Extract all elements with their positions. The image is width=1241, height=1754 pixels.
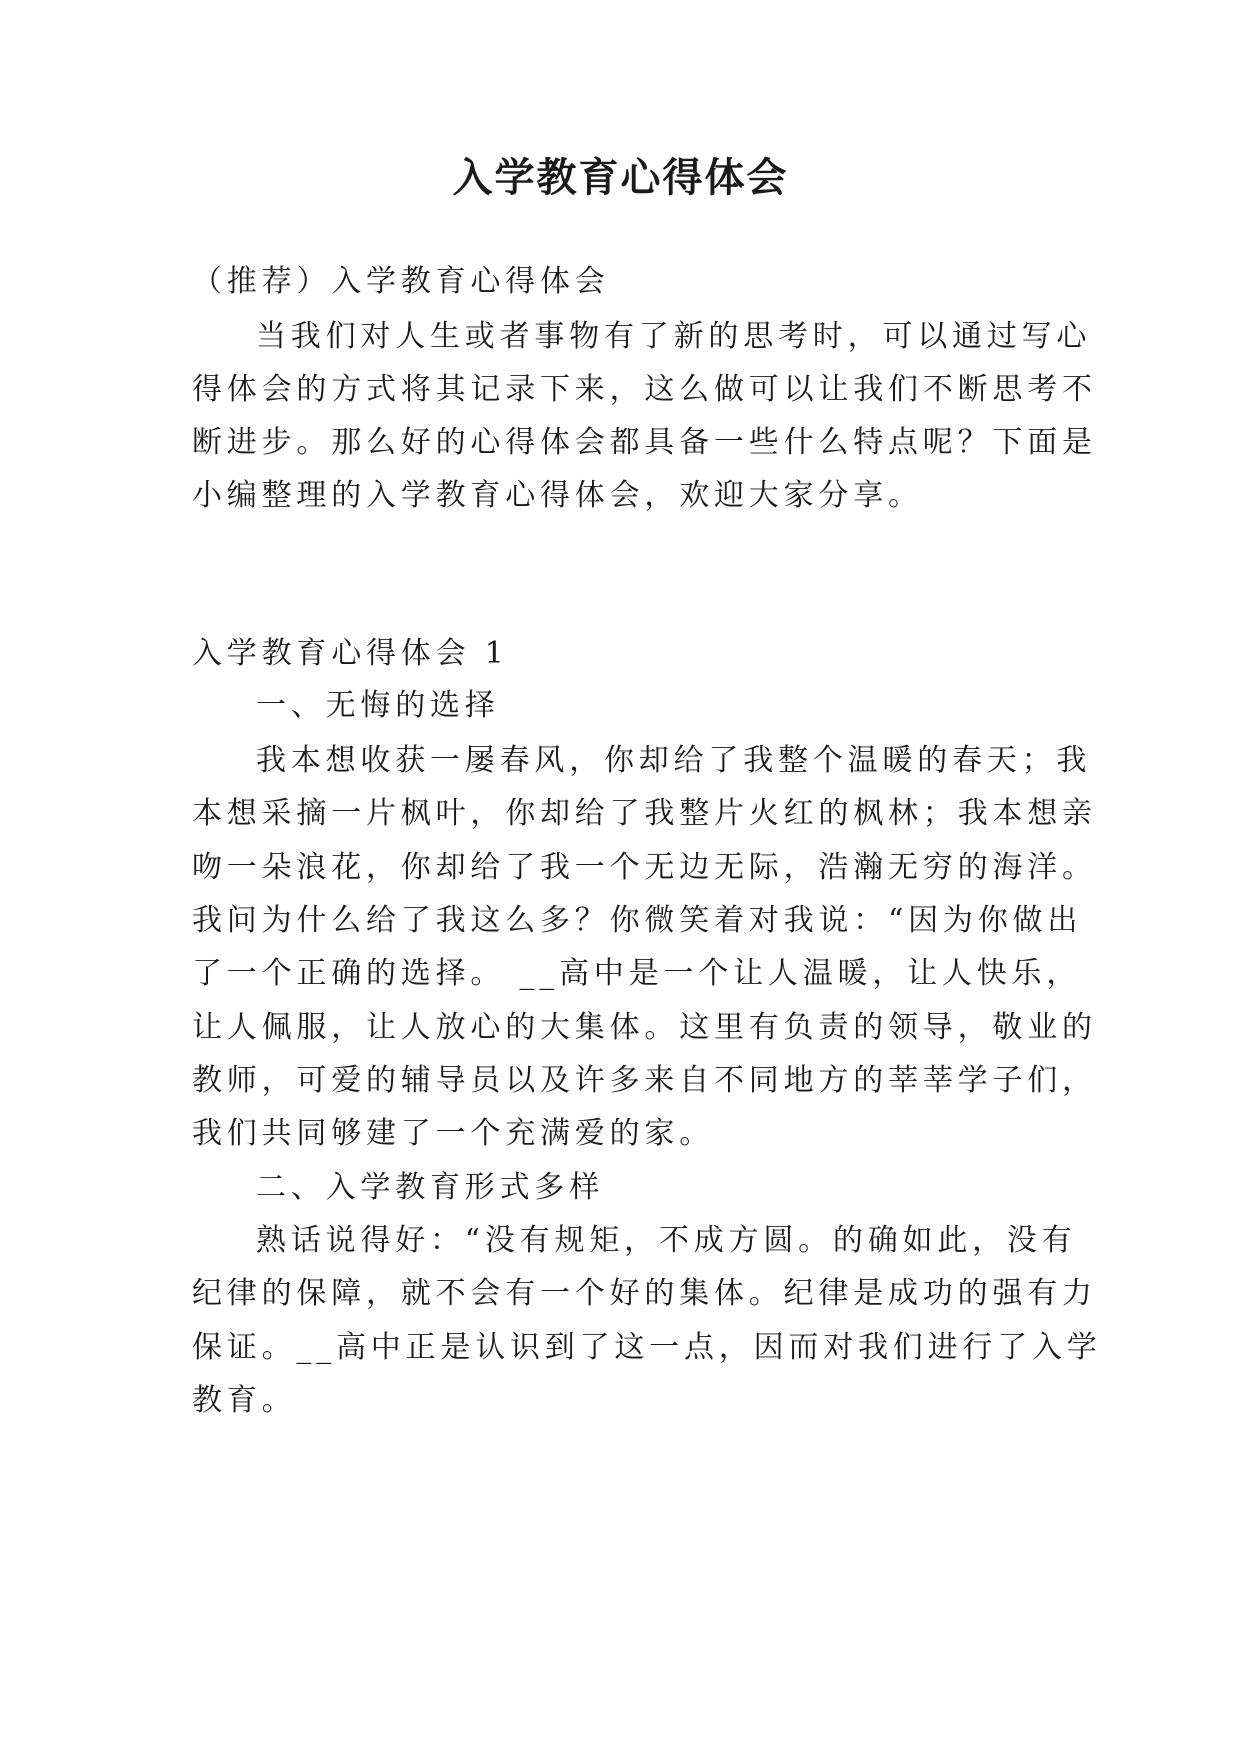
paragraph-1-line-1: 我本想收获一屡春风，你却给了我整个温暖的春天；我 (256, 743, 1092, 778)
paragraph-1-line-2: 本想采摘一片枫叶，你却给了我整片火红的枫林；我本想亲 (192, 796, 1097, 831)
paragraph-1-line-6: 让人佩服，让人放心的大集体。这里有负责的领导，敬业的 (192, 1010, 1097, 1045)
paragraph-2-line-3: 保证。__高中正是认识到了这一点，因而对我们进行了入学 (192, 1330, 1102, 1365)
document-title: 入学教育心得体会 (452, 154, 789, 201)
paragraph-2-line-4: 教育。 (192, 1383, 297, 1418)
intro-line-4: 小编整理的入学教育心得体会，欢迎大家分享。 (192, 478, 923, 513)
paragraph-1-line-4: 我问为什么给了我这么多？你微笑着对我说：“因为你做出 (192, 903, 1083, 938)
intro-line-2: 得体会的方式将其记录下来，这么做可以让我们不断思考不 (192, 372, 1097, 407)
paragraph-2-line-1: 熟话说得好：“没有规矩，不成方圆。的确如此，没有 (256, 1223, 1077, 1258)
subheading-1: 一、无悔的选择 (256, 688, 500, 723)
paragraph-2-line-2: 纪律的保障，就不会有一个好的集体。纪律是成功的强有力 (192, 1276, 1097, 1311)
paragraph-1-line-7: 教师，可爱的辅导员以及许多来自不同地方的莘莘学子们， (192, 1063, 1097, 1098)
subheading-2: 二、入学教育形式多样 (256, 1170, 604, 1205)
section-heading: 入学教育心得体会 1 (192, 636, 509, 671)
paragraph-1-line-5: 了一个正确的选择。 __高中是一个让人温暖，让人快乐， (192, 956, 1082, 991)
subtitle-line: （推荐）入学教育心得体会 (192, 264, 610, 299)
paragraph-1-line-3: 吻一朵浪花，你却给了我一个无边无际，浩瀚无穷的海洋。 (192, 850, 1097, 885)
intro-line-1: 当我们对人生或者事物有了新的思考时，可以通过写心 (256, 319, 1092, 354)
intro-line-3: 断进步。那么好的心得体会都具备一些什么特点呢？下面是 (192, 425, 1097, 460)
paragraph-1-line-8: 我们共同够建了一个充满爱的家。 (192, 1116, 714, 1151)
